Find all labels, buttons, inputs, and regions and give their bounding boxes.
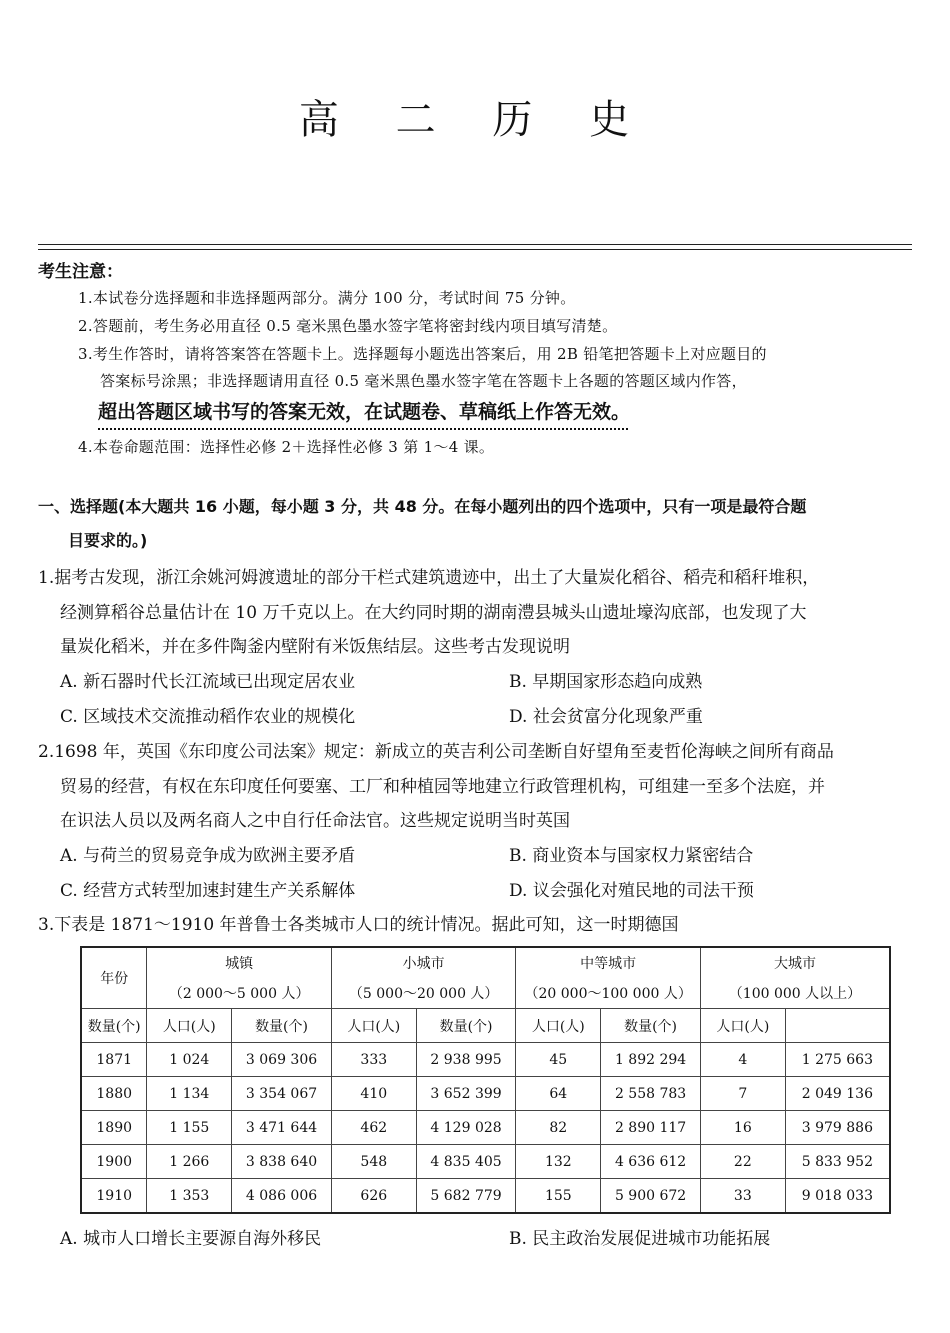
table-cell: 1 024 (147, 1043, 232, 1077)
table-cell: 5 833 952 (785, 1145, 890, 1179)
table-cell: 1 275 663 (785, 1043, 890, 1077)
group-range: （2 000～5 000 人） (147, 978, 332, 1009)
population-column-header: 人口(人) (331, 1009, 416, 1043)
table-cell: 7 (700, 1077, 785, 1111)
table-cell: 1 892 294 (601, 1043, 701, 1077)
table-cell: 1 353 (147, 1179, 232, 1214)
table-cell: 3 069 306 (232, 1043, 332, 1077)
question-1-line-3: 量炭化稻米，并在多件陶釜内壁附有米饭焦结层。这些考古发现说明 (60, 637, 570, 657)
table-cell: 9 018 033 (785, 1179, 890, 1214)
table-cell: 4 636 612 (601, 1145, 701, 1179)
table-cell: 462 (331, 1111, 416, 1145)
question-1-option-b: B. 早期国家形态趋向成熟 (509, 672, 703, 692)
page-title: 高 二 历 史 (298, 97, 652, 143)
table-cell: 132 (516, 1145, 601, 1179)
year-cell: 1871 (81, 1043, 147, 1077)
count-column-header: 数量(个) (81, 1009, 147, 1043)
section-heading: 一、选择题(本大题共 16 小题，每小题 3 分，共 48 分。在每小题列出的四个选项中，只有一项是最符合题 (38, 497, 807, 516)
question-1-option-a: A. 新石器时代长江流域已出现定居农业 (60, 672, 356, 692)
notice-item-3: 3.考生作答时，请将答案答在答题卡上。选择题每小题选出答案后，用 2B 铅笔把答题卡上对应题目的 (78, 345, 767, 363)
table-cell: 3 838 640 (232, 1145, 332, 1179)
year-cell: 1910 (81, 1179, 147, 1214)
section-heading-cont: 目要求的。) (68, 531, 148, 550)
table-row (81, 1145, 890, 1179)
question-3-option-a: A. 城市人口增长主要源自海外移民 (60, 1229, 322, 1249)
question-2-option-c: C. 经营方式转型加速封建生产关系解体 (60, 881, 356, 901)
notice-warning: 超出答题区域书写的答案无效，在试题卷、草稿纸上作答无效。 (98, 401, 631, 423)
year-header: 年份 (81, 947, 147, 1009)
question-2-option-a: A. 与荷兰的贸易竞争成为欧洲主要矛盾 (60, 846, 356, 866)
table-cell: 2 890 117 (601, 1111, 701, 1145)
table-cell: 82 (516, 1111, 601, 1145)
question-2-option-b: B. 商业资本与国家权力紧密结合 (509, 846, 754, 866)
notice-heading: 考生注意： (38, 262, 123, 282)
table-cell: 410 (331, 1077, 416, 1111)
question-2-option-d: D. 议会强化对殖民地的司法干预 (509, 881, 754, 901)
table-row (81, 1179, 890, 1214)
group-range: （5 000～20 000 人） (331, 978, 516, 1009)
group-name: 小城市 (331, 947, 516, 978)
table-cell: 626 (331, 1179, 416, 1214)
notice-item-3-cont: 答案标号涂黑；非选择题请用直径 0.5 毫米黑色墨水签字笔在答题卡上各题的答题区域内作答， (100, 372, 747, 390)
table-cell: 33 (700, 1179, 785, 1214)
city-population-table (80, 946, 891, 1214)
question-3-option-b: B. 民主政治发展促进城市功能拓展 (509, 1229, 771, 1249)
question-2-line-1: 2.1698 年，英国《东印度公司法案》规定：新成立的英吉利公司垄断自好望角至麦哲伦海峡之间所有商品 (38, 742, 834, 762)
count-column-header: 数量(个) (601, 1009, 701, 1043)
table-cell: 1 155 (147, 1111, 232, 1145)
notice-item-1: 1.本试卷分选择题和非选择题两部分。满分 100 分，考试时间 75 分钟。 (78, 289, 576, 307)
header-rule-top (38, 244, 912, 245)
group-range: （100 000 人以上） (700, 978, 890, 1009)
notice-item-2: 2.答题前，考生务必用直径 0.5 毫米黑色墨水签字笔将密封线内项目填写清楚。 (78, 317, 618, 335)
table-cell: 4 129 028 (416, 1111, 516, 1145)
question-1-line-1: 1.据考古发现，浙江余姚河姆渡遗址的部分干栏式建筑遗迹中，出土了大量炭化稻谷、稻壳和稻秆堆积， (38, 568, 820, 588)
question-1-line-2: 经测算稻谷总量估计在 10 万千克以上。在大约同时期的湖南澧县城头山遗址壕沟底部，也发现了大 (60, 603, 807, 623)
table-cell: 3 471 644 (232, 1111, 332, 1145)
table-cell: 4 086 006 (232, 1179, 332, 1214)
table-cell: 155 (516, 1179, 601, 1214)
notice-item-4: 4.本卷命题范围：选择性必修 2＋选择性必修 3 第 1～4 课。 (78, 438, 495, 456)
table-cell: 5 682 779 (416, 1179, 516, 1214)
table-cell: 4 (700, 1043, 785, 1077)
table-cell: 64 (516, 1077, 601, 1111)
header-rule-bottom (38, 249, 912, 250)
table-cell: 2 558 783 (601, 1077, 701, 1111)
table-cell: 5 900 672 (601, 1179, 701, 1214)
group-name: 大城市 (700, 947, 890, 978)
question-3-line-1: 3.下表是 1871～1910 年普鲁士各类城市人口的统计情况。据此可知，这一时期德国 (38, 915, 679, 935)
table-row (81, 1077, 890, 1111)
count-column-header: 数量(个) (416, 1009, 516, 1043)
year-cell: 1900 (81, 1145, 147, 1179)
table-row (81, 1111, 890, 1145)
table-cell: 2 938 995 (416, 1043, 516, 1077)
table-cell: 333 (331, 1043, 416, 1077)
count-column-header: 数量(个) (232, 1009, 332, 1043)
table-row (81, 1043, 890, 1077)
table-cell: 22 (700, 1145, 785, 1179)
table-cell: 3 979 886 (785, 1111, 890, 1145)
table-cell: 16 (700, 1111, 785, 1145)
table-cell: 45 (516, 1043, 601, 1077)
table-cell: 1 134 (147, 1077, 232, 1111)
question-1-option-d: D. 社会贫富分化现象严重 (509, 707, 703, 727)
group-name: 城镇 (147, 947, 332, 978)
table-cell: 1 266 (147, 1145, 232, 1179)
table-cell: 548 (331, 1145, 416, 1179)
table-cell: 3 652 399 (416, 1077, 516, 1111)
question-2-line-2: 贸易的经营，有权在东印度任何要塞、工厂和种植园等地建立行政管理机构，可组建一至多个法庭，并 (60, 777, 825, 797)
table-cell: 3 354 067 (232, 1077, 332, 1111)
year-cell: 1880 (81, 1077, 147, 1111)
year-cell: 1890 (81, 1111, 147, 1145)
population-column-header: 人口(人) (147, 1009, 232, 1043)
group-range: （20 000～100 000 人） (516, 978, 701, 1009)
population-column-header: 人口(人) (516, 1009, 601, 1043)
table-cell: 4 835 405 (416, 1145, 516, 1179)
group-name: 中等城市 (516, 947, 701, 978)
table-cell: 2 049 136 (785, 1077, 890, 1111)
question-2-line-3: 在识法人员以及两名商人之中自行任命法官。这些规定说明当时英国 (60, 811, 570, 831)
question-1-option-c: C. 区域技术交流推动稻作农业的规模化 (60, 707, 356, 727)
population-column-header: 人口(人) (700, 1009, 785, 1043)
